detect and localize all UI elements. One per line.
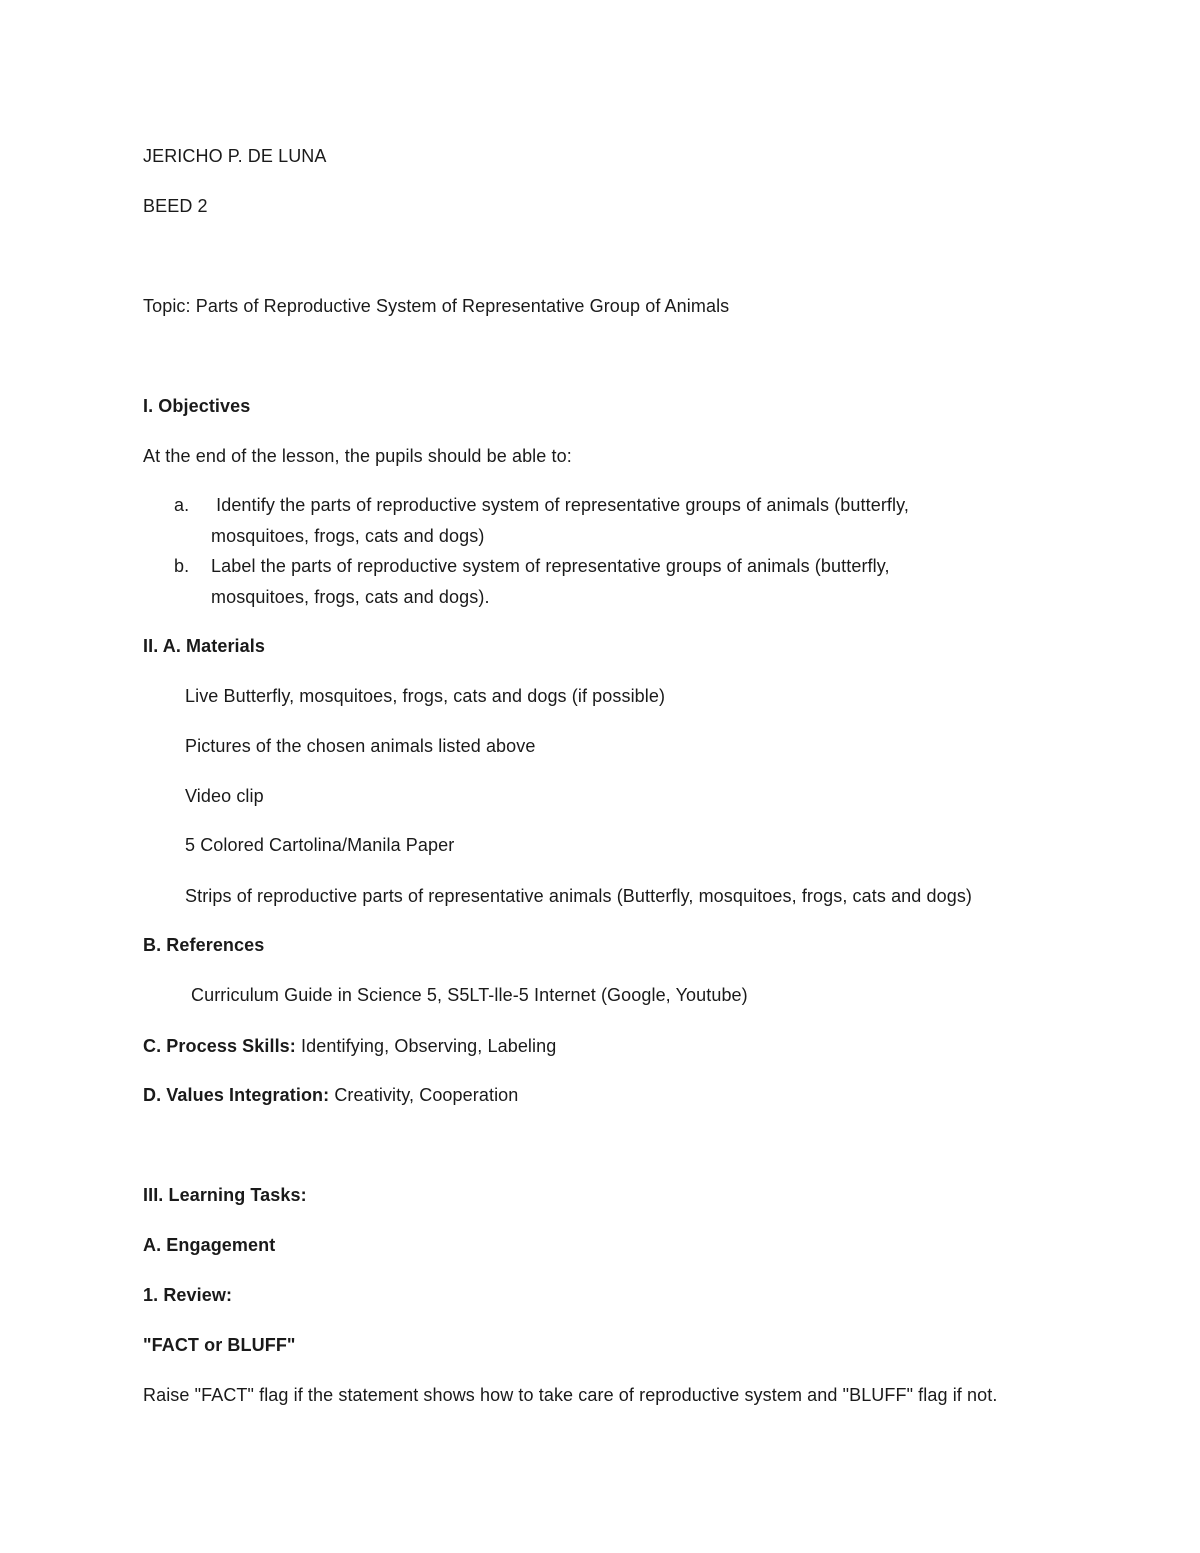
objective-text: Label the parts of reproductive system of representative groups of animals (butterfly, (211, 556, 890, 576)
topic-line (143, 294, 729, 318)
values-line (143, 1083, 518, 1107)
objective-marker: a. (174, 495, 190, 515)
material-item: Live Butterfly, mosquitoes, frogs, cats and dogs (if possible) (185, 686, 666, 706)
material-item: 5 Colored Cartolina/Manila Paper (185, 835, 455, 855)
objective-text: Identify the parts of reproductive system of representative groups of animals (butterfly, (211, 495, 909, 515)
material-item: Video clip (185, 786, 264, 806)
material-item: Pictures of the chosen animals listed above (185, 736, 536, 756)
activity-title: "FACT or BLUFF" (143, 1335, 296, 1355)
objective-text-cont: mosquitoes, frogs, cats and dogs). (211, 587, 490, 607)
process-skills-label: C. Process Skills: (143, 1036, 296, 1056)
objective-marker: b. (174, 556, 190, 576)
values-label: D. Values Integration: (143, 1085, 330, 1105)
materials-heading: II. A. Materials (143, 636, 265, 656)
references-text: Curriculum Guide in Science 5, S5LT-lle-5 Internet (Google, Youtube) (191, 985, 748, 1005)
values-text: Creativity, Cooperation (329, 1085, 519, 1105)
course-label: BEED 2 (143, 196, 208, 216)
references-heading: B. References (143, 935, 265, 955)
process-skills-line (143, 1034, 556, 1058)
topic-label: Topic: (143, 296, 191, 316)
topic-text: Parts of Reproductive System of Representative Group of Animals (195, 296, 730, 316)
process-skills-text: Identifying, Observing, Labeling (295, 1036, 557, 1056)
material-item: Strips of reproductive parts of representative animals (Butterfly, mosquitoes, frogs, cats and dogs) (185, 886, 973, 906)
author-name: JERICHO P. DE LUNA (143, 146, 327, 166)
objective-text-cont: mosquitoes, frogs, cats and dogs) (211, 526, 485, 546)
learning-tasks-heading: III. Learning Tasks: (143, 1185, 307, 1205)
objectives-intro: At the end of the lesson, the pupils should be able to: (143, 446, 572, 466)
objectives-heading: I. Objectives (143, 396, 251, 416)
activity-instruction: Raise "FACT" flag if the statement shows how to take care of reproductive system and "BLUFF" flag if not. (143, 1385, 998, 1405)
review-heading: 1. Review: (143, 1285, 233, 1305)
engagement-heading: A. Engagement (143, 1235, 276, 1255)
